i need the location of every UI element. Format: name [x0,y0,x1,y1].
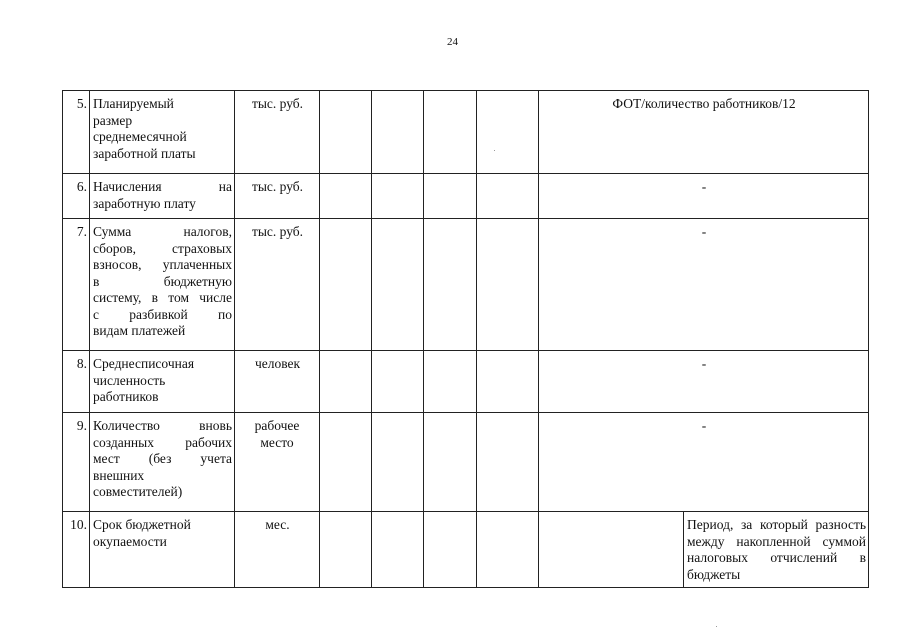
row-number: 7. [63,219,90,351]
row-number: 9. [63,413,90,512]
row-number: 5. [63,91,90,174]
value-cell [372,512,424,588]
unit-cell: мес. [235,512,320,588]
scan-speck [494,150,495,151]
row-number: 8. [63,351,90,413]
unit-cell [235,413,320,512]
value-cell [477,219,539,351]
indicator-name: Сумма налогов, сборов, страховых взносов, уплаченных в бюджетную систему, в том числе с разбивкой по видам платежей [90,219,235,351]
indicator-name: Среднесписочная численность работников [90,351,235,413]
formula-cell: - [539,219,869,351]
table-row [63,351,869,413]
table-row [63,219,869,351]
value-cell [424,91,477,174]
formula-cell: ФОТ/количество работников/12 [539,91,869,174]
value-cell [477,91,539,174]
indicator-name: Начисления на заработную плату [90,174,235,219]
unit-cell: тыс. руб. [235,219,320,351]
indicators-table [62,90,869,588]
value-cell [424,512,477,588]
value-cell [372,91,424,174]
value-cell [477,351,539,413]
row-number: 6. [63,174,90,219]
value-cell [424,219,477,351]
value-cell [477,512,539,588]
table-row [63,512,869,588]
value-cell [320,512,372,588]
indicator-name: Планируемый размер среднемесячной заработной платы [90,91,235,174]
value-cell [320,351,372,413]
page-number: 24 [447,36,458,48]
unit-text: рабочее место [254,418,300,450]
value-cell [424,174,477,219]
value-cell [372,174,424,219]
value-cell [372,351,424,413]
unit-cell: тыс. руб. [235,174,320,219]
value-cell [477,413,539,512]
formula-cell: - [539,174,869,219]
value-cell [424,351,477,413]
formula-cell: - [539,413,869,512]
unit-cell: человек [235,351,320,413]
scan-speck [716,626,717,627]
row-number: 10. [63,512,90,588]
table-row [63,413,869,512]
indicator-name: Срок бюджетной окупаемости [90,512,235,588]
value-cell [539,512,684,588]
value-cell [372,219,424,351]
value-cell [320,219,372,351]
indicator-name: Количество вновь созданных рабочих мест (без учета внешних совместителей) [90,413,235,512]
value-cell [320,91,372,174]
value-cell [477,174,539,219]
value-cell [372,413,424,512]
unit-cell: тыс. руб. [235,91,320,174]
value-cell [424,413,477,512]
value-cell [320,413,372,512]
value-cell [320,174,372,219]
table-row [63,91,869,174]
table-row [63,174,869,219]
formula-cell: Период, за который разность между накопленной суммой налоговых отчислений в бюджеты [684,512,869,588]
formula-cell: - [539,351,869,413]
